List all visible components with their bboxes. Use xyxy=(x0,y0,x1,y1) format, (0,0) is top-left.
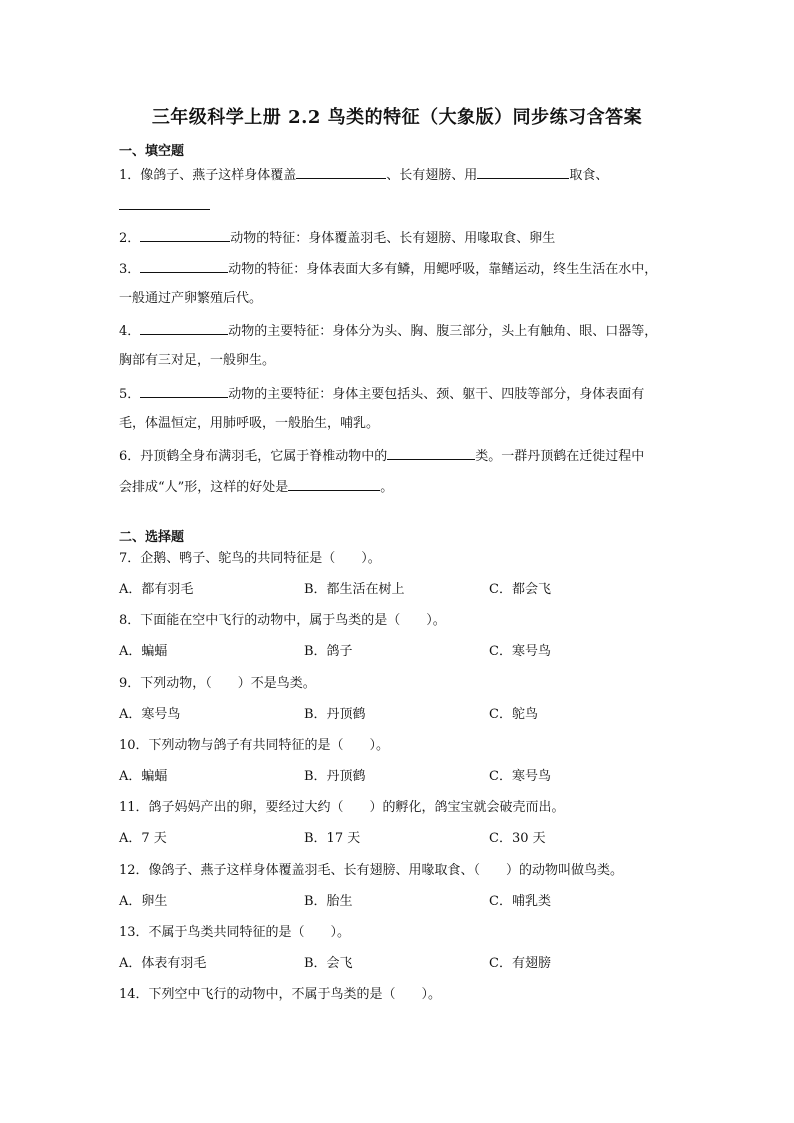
option-a: A．卵生 xyxy=(119,894,168,909)
fill-question-3 xyxy=(119,259,657,279)
question-text: 动物的主要特征：身体分为头、胸、腹三部分，头上有触角、眼、口器等， xyxy=(228,324,658,339)
option-c: C．都会飞 xyxy=(489,582,551,597)
option-a: A．都有羽毛 xyxy=(119,582,194,597)
fill-question-1-continued xyxy=(119,196,210,216)
choice-question-10: 10．下列动物与鸽子有共同特征的是（ ）。 xyxy=(119,738,390,753)
question-text: 动物的特征：身体表面大多有鳞，用鳃呼吸，靠鳍运动，终生生活在水中， xyxy=(228,262,658,277)
answer-blank xyxy=(140,321,228,335)
section-fill-in-heading: 一、填空题 xyxy=(119,144,185,159)
option-b: B．都生活在树上 xyxy=(304,582,405,597)
question-text: 。 xyxy=(380,480,394,495)
choice-question-13: 13．不属于鸟类共同特征的是（ ）。 xyxy=(119,925,351,940)
option-b: B．丹顶鹤 xyxy=(304,707,366,722)
choice-question-8: 8．下面能在空中飞行的动物中，属于鸟类的是（ ）。 xyxy=(119,613,446,628)
question-text: 动物的主要特征：身体主要包括头、颈、躯干、四肢等部分，身体表面有 xyxy=(228,387,645,402)
option-a: A．蝙蝠 xyxy=(119,769,168,784)
choice-question-12: 12．像鸽子、燕子这样身体覆盖羽毛、长有翅膀、用喙取食、（ ）的动物叫做鸟类。 xyxy=(119,863,624,878)
question-text: 会排成“人”形，这样的好处是 xyxy=(119,480,289,495)
option-c: C．哺乳类 xyxy=(489,894,551,909)
fill-question-1 xyxy=(119,165,608,185)
fill-question-5-continued: 毛，体温恒定，用肺呼吸，一般胎生，哺乳。 xyxy=(119,416,380,431)
option-b: B．胎生 xyxy=(304,894,353,909)
option-b: B．17 天 xyxy=(304,831,361,846)
option-c: C．30 天 xyxy=(489,831,546,846)
choice-question-14: 14．下列空中飞行的动物中，不属于鸟类的是（ ）。 xyxy=(119,987,442,1002)
choice-question-11: 11．鸽子妈妈产出的卵，要经过大约（ ）的孵化，鸽宝宝就会破壳而出。 xyxy=(119,800,565,815)
option-c: C．鸵鸟 xyxy=(489,707,538,722)
question-number: 5． xyxy=(119,387,141,402)
option-a: A．蝙蝠 xyxy=(119,644,168,659)
answer-blank xyxy=(140,384,228,398)
option-a: A．7 天 xyxy=(119,831,167,846)
answer-blank xyxy=(140,228,230,242)
fill-question-4-continued: 胸部有三对足，一般卵生。 xyxy=(119,353,276,368)
option-b: B．丹顶鹤 xyxy=(304,769,366,784)
option-a: A．寒号鸟 xyxy=(119,707,181,722)
question-text: 取食、 xyxy=(569,168,609,183)
question-text: 丹顶鹤全身布满羽毛，它属于脊椎动物中的 xyxy=(140,449,388,464)
question-number: 4． xyxy=(119,324,141,339)
answer-blank xyxy=(296,165,386,179)
answer-blank xyxy=(140,259,228,273)
fill-question-5 xyxy=(119,384,644,404)
fill-question-4 xyxy=(119,321,657,341)
choice-question-7: 7．企鹅、鸭子、鸵鸟的共同特征是（ ）。 xyxy=(119,551,381,566)
question-number: 3． xyxy=(119,262,141,277)
fill-question-6 xyxy=(119,446,644,466)
question-number: 6． xyxy=(119,449,141,464)
answer-blank xyxy=(387,446,475,460)
fill-question-6-continued xyxy=(119,477,393,497)
section-multiple-choice-heading: 二、选择题 xyxy=(119,530,185,545)
fill-question-3-continued: 一般通过产卵繁殖后代。 xyxy=(119,291,263,306)
fill-question-2 xyxy=(119,228,555,248)
option-c: C．寒号鸟 xyxy=(489,769,551,784)
option-c: C．寒号鸟 xyxy=(489,644,551,659)
question-text: 动物的特征：身体覆盖羽毛、长有翅膀、用喙取食、卵生 xyxy=(230,231,556,246)
answer-blank xyxy=(119,196,210,210)
question-number: 1． xyxy=(119,168,141,183)
option-a: A．体表有羽毛 xyxy=(119,956,207,971)
page-title: 三年级科学上册 2.2 鸟类的特征（大象版）同步练习含答案 xyxy=(151,107,643,128)
answer-blank xyxy=(288,477,380,491)
question-text: 类。一群丹顶鹤在迁徙过程中 xyxy=(475,449,645,464)
question-text: 像鸽子、燕子这样身体覆盖 xyxy=(140,168,297,183)
option-b: B．鸽子 xyxy=(304,644,353,659)
answer-blank xyxy=(477,165,569,179)
question-number: 2． xyxy=(119,231,141,246)
option-b: B．会飞 xyxy=(304,956,353,971)
choice-question-9: 9．下列动物，（ ）不是鸟类。 xyxy=(119,676,316,691)
option-c: C．有翅膀 xyxy=(489,956,551,971)
question-text: 、长有翅膀、用 xyxy=(386,168,478,183)
